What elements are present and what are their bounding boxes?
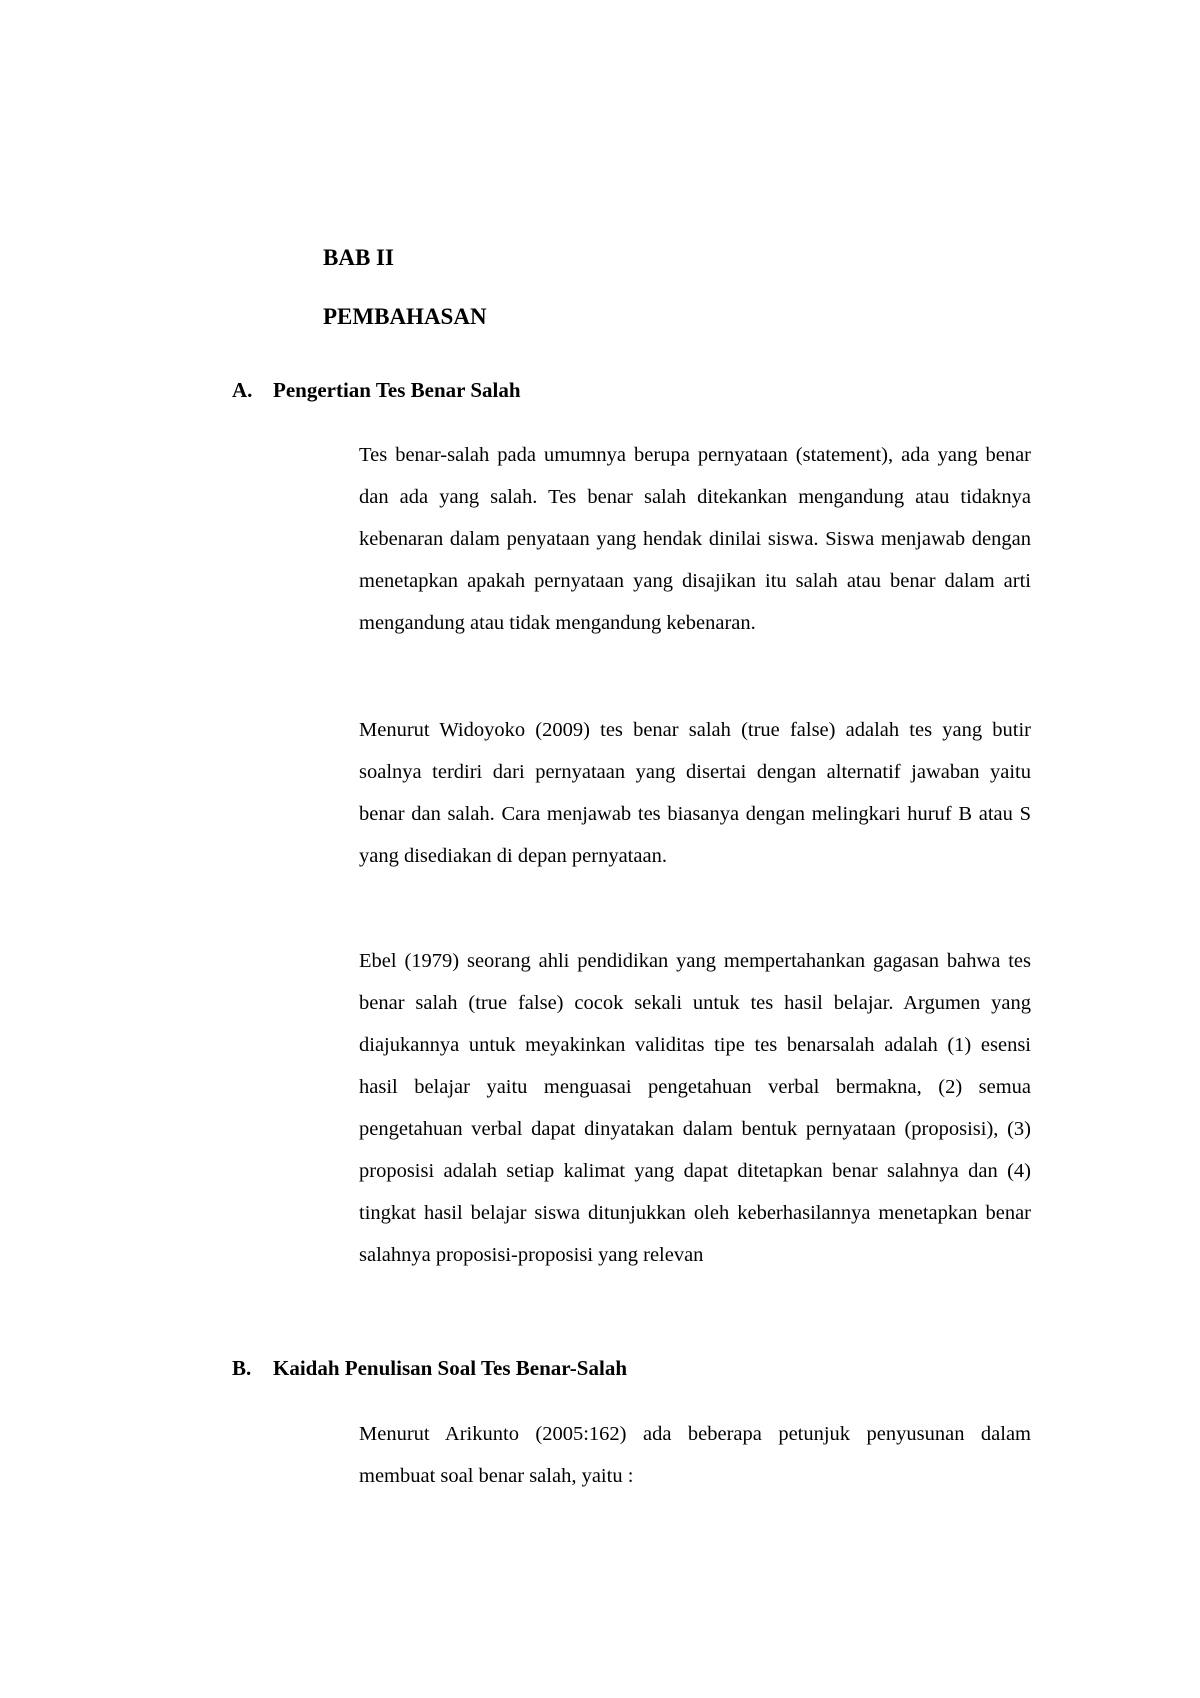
section-a-paragraph-2: Menurut Widoyoko (2009) tes benar salah (true false) adalah tes yang butir soalnya terdiri dari pernyataan yang disertai dengan alternatif jawaban yaitu benar dan salah. Cara menjawab tes biasanya dengan melingkari huruf B atau S yang disediakan di depan pernyataan. (359, 719, 1031, 867)
section-b-paragraph-1: Menurut Arikunto (2005:162) ada beberapa petunjuk penyusunan dalam membuat soal benar salah, yaitu : (359, 1423, 1031, 1487)
section-a-paragraph-1: Tes benar-salah pada umumnya berupa pernyataan (statement), ada yang benar dan ada yang salah. Tes benar salah ditekankan mengandung atau tidaknya kebenaran dalam penyataan yang hendak dinilai siswa. Siswa menjawab dengan menetapkan apakah pernyataan yang disajikan itu salah atau benar dalam arti mengandung atau tidak mengandung kebenaran. (359, 444, 1031, 634)
section-a-letter: A. (232, 378, 253, 402)
chapter-label: BAB II (323, 245, 394, 270)
section-a-heading (232, 375, 521, 405)
section-b-letter: B. (232, 1356, 252, 1380)
section-b-title: Kaidah Penulisan Soal Tes Benar-Salah (273, 1356, 627, 1380)
section-a-title: Pengertian Tes Benar Salah (273, 378, 521, 402)
section-b-heading (232, 1353, 627, 1383)
chapter-title: PEMBAHASAN (323, 304, 487, 329)
section-a-paragraph-3: Ebel (1979) seorang ahli pendidikan yang mempertahankan gagasan bahwa tes benar salah (true false) cocok sekali untuk tes hasil belajar. Argumen yang diajukannya untuk meyakinkan validitas tipe tes benarsalah adalah (1) esensi hasil belajar yaitu menguasai pengetahuan verbal bermakna, (2) semua pengetahuan verbal dapat dinyatakan dalam bentuk pernyataan (proposisi), (3) proposisi adalah setiap kalimat yang dapat ditetapkan benar salahnya dan (4) tingkat hasil belajar siswa ditunjukkan oleh keberhasilannya menetapkan benar salahnya proposisi-proposisi yang relevan (359, 950, 1031, 1266)
